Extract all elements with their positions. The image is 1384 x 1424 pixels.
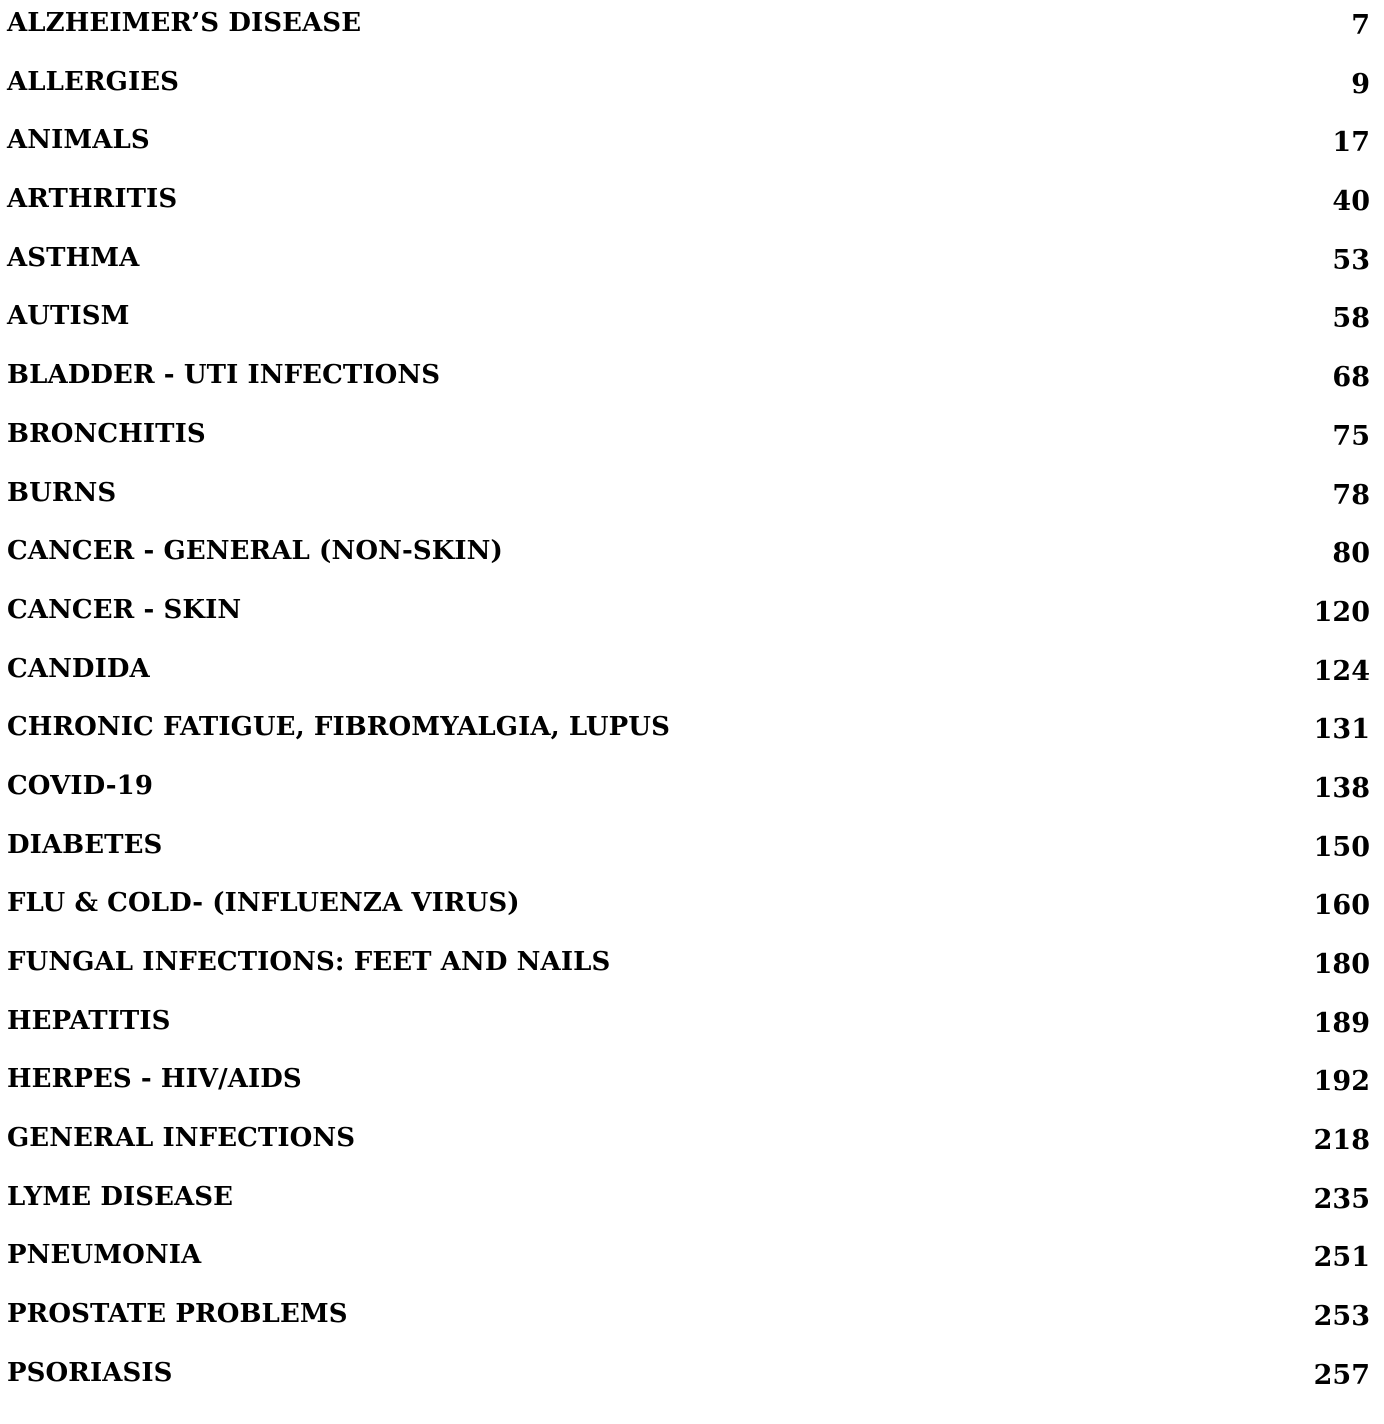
toc-entry-title: CHRONIC FATIGUE, FIBROMYALGIA, LUPUS (7, 712, 670, 743)
toc-entry-page-number: 235 (1313, 1183, 1370, 1215)
toc-entry[interactable] (0, 1174, 1384, 1233)
toc-entry-page-number: 124 (1313, 655, 1370, 687)
toc-entry-title: BURNS (7, 477, 117, 508)
toc-entry-title: FUNGAL INFECTIONS: FEET AND NAILS (7, 947, 611, 977)
toc-entry[interactable] (0, 587, 1384, 646)
toc-entry-title: PNEUMONIA (7, 1240, 202, 1271)
toc-entry-title: ALLERGIES (7, 66, 180, 97)
toc-entry-page-number: 7 (1351, 10, 1370, 41)
toc-entry-page-number: 9 (1351, 68, 1370, 100)
toc-entry-title: PSORIASIS (7, 1357, 173, 1388)
toc-entry-page-number: 138 (1313, 772, 1370, 804)
toc-entry-title: ASTHMA (7, 242, 140, 273)
toc-entry[interactable] (0, 880, 1384, 939)
toc-entry[interactable] (0, 293, 1384, 352)
toc-entry-page-number: 120 (1313, 596, 1370, 628)
toc-entry[interactable] (0, 763, 1384, 822)
toc-entry[interactable] (0, 0, 1384, 59)
toc-entry-title: HEPATITIS (7, 1005, 171, 1036)
toc-entry-page-number: 180 (1313, 949, 1370, 980)
toc-entry-title: PROSTATE PROBLEMS (7, 1299, 348, 1330)
toc-entry[interactable] (0, 352, 1384, 411)
toc-entry-title: CANDIDA (7, 653, 150, 684)
toc-entry-title: BLADDER - UTI INFECTIONS (7, 360, 441, 391)
toc-entry-title: BRONCHITIS (7, 418, 206, 449)
toc-entry-title: COVID-19 (7, 770, 154, 801)
toc-entry-title: HERPES - HIV/AIDS (7, 1064, 302, 1095)
toc-entry[interactable] (0, 822, 1384, 881)
toc-entry[interactable] (0, 470, 1384, 529)
toc-entry-page-number: 257 (1313, 1359, 1370, 1391)
toc-entry-page-number: 80 (1332, 538, 1370, 570)
toc-entry[interactable] (0, 939, 1384, 998)
toc-entry[interactable] (0, 704, 1384, 763)
toc-entry-title: AUTISM (7, 301, 130, 332)
toc-entry-title: LYME DISEASE (7, 1181, 234, 1212)
toc-entry-page-number: 192 (1313, 1066, 1370, 1098)
toc-entry-page-number: 40 (1332, 186, 1370, 218)
toc-entry-page-number: 160 (1313, 890, 1370, 922)
toc-entry-title: FLU & COLD- (INFLUENZA VIRUS) (7, 888, 520, 919)
toc-entry[interactable] (0, 528, 1384, 587)
toc-entry-page-number: 251 (1313, 1242, 1370, 1274)
toc-entry[interactable] (0, 411, 1384, 470)
toc-entry-page-number: 58 (1332, 303, 1370, 335)
toc-entry-page-number: 218 (1313, 1125, 1370, 1157)
toc-entry-page-number: 68 (1332, 362, 1370, 394)
toc-entry[interactable] (0, 1291, 1384, 1350)
toc-entry-page-number: 253 (1313, 1301, 1370, 1333)
toc-entry[interactable] (0, 235, 1384, 294)
toc-entry[interactable] (0, 1056, 1384, 1115)
toc-entry-page-number: 53 (1332, 244, 1370, 276)
toc-entry-page-number: 131 (1313, 714, 1370, 746)
toc-entry[interactable] (0, 176, 1384, 235)
toc-entry[interactable] (0, 1232, 1384, 1291)
toc-entry-title: ARTHRITIS (7, 184, 178, 215)
toc-entry[interactable] (0, 59, 1384, 118)
toc-entry-title: CANCER - SKIN (7, 594, 242, 625)
toc-entry-page-number: 17 (1332, 127, 1370, 159)
toc-entry[interactable] (0, 1350, 1384, 1409)
toc-entry-title: DIABETES (7, 829, 163, 860)
toc-entry-page-number: 78 (1332, 479, 1370, 511)
toc-entry[interactable] (0, 117, 1384, 176)
toc-entry-title: ALZHEIMER’S DISEASE (7, 8, 362, 38)
toc-entry-title: ANIMALS (7, 125, 150, 156)
toc-entry-page-number: 150 (1313, 831, 1370, 863)
toc-entry[interactable] (0, 998, 1384, 1057)
toc-entry-title: CANCER - GENERAL (NON-SKIN) (7, 536, 503, 567)
toc-entry[interactable] (0, 646, 1384, 705)
toc-entry-page-number: 75 (1332, 420, 1370, 452)
toc-entry-title: GENERAL INFECTIONS (7, 1123, 356, 1154)
toc-entry-page-number: 189 (1313, 1007, 1370, 1039)
toc-entry[interactable] (0, 1115, 1384, 1174)
